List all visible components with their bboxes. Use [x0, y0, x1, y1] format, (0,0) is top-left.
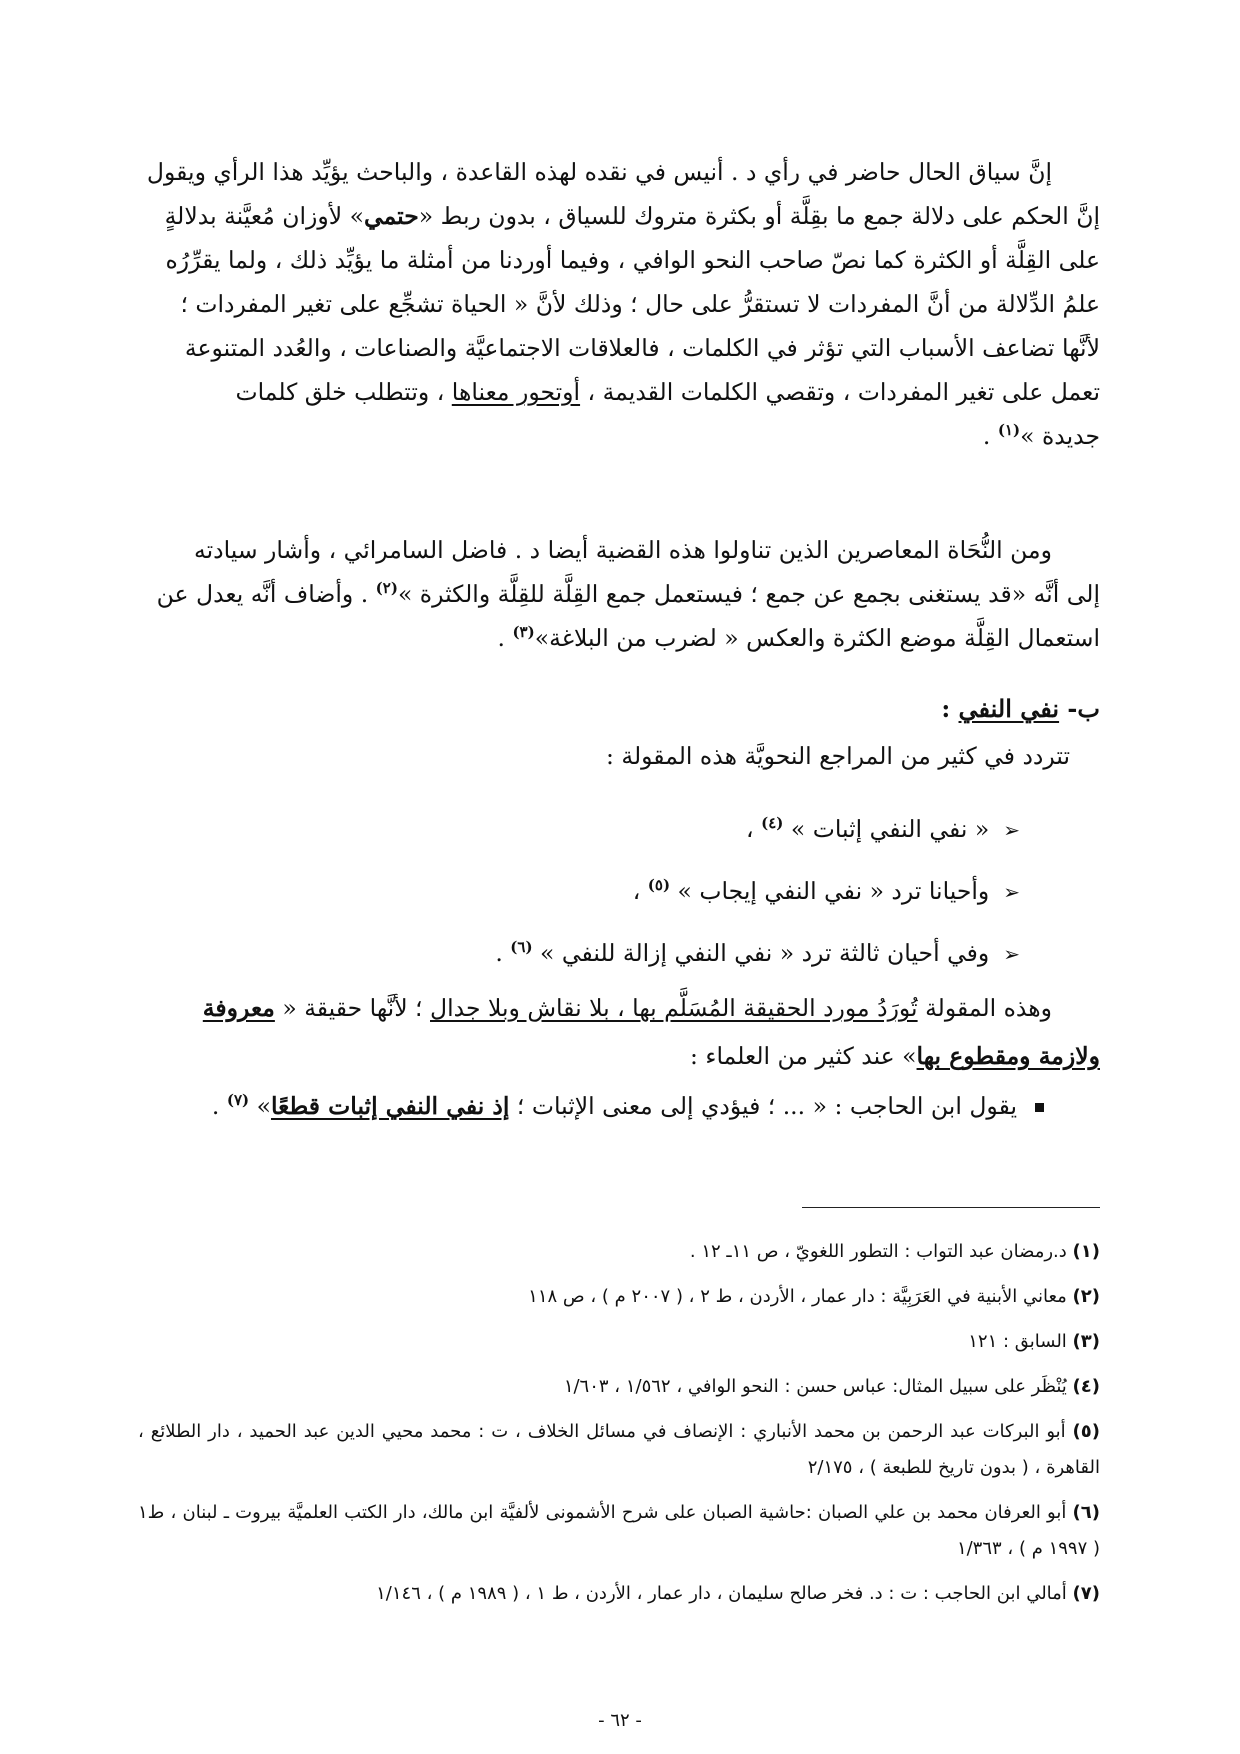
text-run: » لأوزان مُعيَّنة بدلالةٍ [164, 202, 364, 230]
arrow-bullet-icon: ➢ [1003, 942, 1020, 966]
footnote-text: يُنْظَر على سبيل المثال: عباس حسن : النحو الوافي ، ١/٥٦٢ ، ١/٦٠٣ [563, 1376, 1073, 1397]
paragraph-maxim-status [138, 984, 1100, 1080]
quote-ibn-al-hajib [212, 1092, 1044, 1120]
paragraph-context-of-situation [138, 150, 1100, 458]
bold-underlined-phrase: معروفة ولازمة ومقطوع بها [202, 994, 1100, 1070]
arrow-list [495, 798, 1020, 984]
list-item [495, 922, 1020, 984]
text-run: . [497, 624, 513, 652]
footnote-ref-5[interactable]: (٥) [647, 876, 671, 895]
list-item-text: وأحيانا ترد « نفي النفي إيجاب » [677, 877, 990, 905]
footnote [138, 1576, 1100, 1612]
list-item-tail: ، [746, 815, 754, 843]
emphasis-hatmi: حتمي [364, 202, 419, 230]
list-item-tail: . [495, 939, 503, 967]
list-item [495, 798, 1020, 860]
text-run: » عند كثير من العلماء : [690, 1042, 917, 1070]
square-bullet-icon [1035, 1103, 1044, 1112]
paragraph-line [138, 194, 1100, 238]
footnote [138, 1324, 1100, 1360]
text-run: إلى أنَّه «قد يستغنى بجمع عن جمع ؛ فيستعمل جمع القِلَّة للقِلَّة والكثرة » [397, 580, 1100, 608]
intro-line: تتردد في كثير من المراجع النحويَّة هذه المقولة : [606, 742, 1070, 770]
paragraph-line: علمُ الدِّلالة من أنَّ المفردات لا تستقرُّ على حال ؛ وذلك لأنَّ « الحياة تشجِّع على تغير المفردات ؛ [180, 290, 1100, 318]
text-run: جديدة » [1020, 422, 1100, 450]
paragraph-line [138, 616, 1100, 660]
footnote-text: معاني الأبنية في العَرَبِيَّة : دار عمار ، الأردن ، ط ٢ ، ( ٢٠٠٧ م ) ، ص ١١٨ [528, 1286, 1073, 1307]
footnote-separator [802, 1207, 1100, 1208]
heading-title: نفي النفي [958, 694, 1060, 723]
footnote-text: أمالي ابن الحاجب : ت : د. فخر صالح سليمان ، دار عمار ، الأردن ، ط ١ ، ( ١٩٨٩ م ) ، ١/١٤٦ [376, 1583, 1073, 1604]
text-run: إنَّ الحكم على دلالة جمع ما بقِلَّة أو بكثرة متروك للسياق ، بدون ربط « [418, 202, 1100, 230]
arrow-bullet-icon: ➢ [1003, 818, 1020, 842]
paragraph-line [138, 572, 1100, 616]
footnote-ref-3[interactable]: (٣) [512, 623, 535, 642]
footnote [138, 1279, 1100, 1315]
text-run: وهذه المقولة [917, 994, 1052, 1022]
list-item-tail: ، [632, 877, 641, 905]
footnote [138, 1234, 1100, 1270]
footnote-number: (٢) [1072, 1286, 1100, 1307]
footnote-number: (٦) [1072, 1502, 1100, 1523]
footnote-number: (٧) [1072, 1583, 1100, 1604]
footnote-number: (١) [1072, 1241, 1100, 1262]
text-run: . [211, 1092, 227, 1120]
footnote-ref-6[interactable]: (٦) [510, 938, 533, 957]
footnote-text: د.رمضان عبد التواب : التطور اللغويّ ، ص ١١ـ ١٢ . [689, 1241, 1073, 1262]
footnotes [138, 1234, 1100, 1621]
text-run: يقول ابن الحاجب : « ... ؛ فيؤدي إلى معنى الإثبات ؛ [509, 1092, 1017, 1120]
list-item-text: وفي أحيان ثالثة ترد « نفي النفي إزالة للنفي » [540, 939, 990, 967]
text-run: . وأضاف أنَّه يعدل عن [156, 580, 376, 608]
text-run: ، وتتطلب خلق كلمات [235, 378, 452, 406]
bold-underlined-phrase: إذ نفي النفي إثبات قطعًا [270, 1092, 510, 1120]
footnote [138, 1495, 1100, 1567]
list-item [495, 860, 1020, 922]
footnote-number: (٤) [1072, 1376, 1100, 1397]
underlined-phrase: أوتحور معناها [451, 378, 581, 406]
underlined-phrase: تُورَدُ مورد الحقيقة المُسَلَّم بها ، بلا نقاش وبلا جدال [430, 994, 918, 1022]
arrow-bullet-icon: ➢ [1003, 880, 1020, 904]
text-run: تعمل على تغير المفردات ، وتقصي الكلمات القديمة ، [580, 378, 1100, 406]
footnote-number: (٣) [1072, 1331, 1100, 1352]
paragraph-line: إنَّ سياق الحال حاضر في رأي د . أنيس في نقده لهذه القاعدة ، والباحث يؤيِّد هذا الرأي ويقول [146, 158, 1052, 186]
paragraph-line: ومن النُّحَاة المعاصرين الذين تناولوا هذه القضية أيضا د . فاضل السامرائي ، وأشار سيادته [194, 536, 1052, 564]
footnote-ref-2[interactable]: (٢) [375, 579, 398, 598]
text-run: ؛ لأنَّها حقيقة « [274, 994, 431, 1022]
footnote-text: أبو البركات عبد الرحمن بن محمد الأنباري : الإنصاف في مسائل الخلاف ، ت : محمد محيي الدين عبد الحميد ، دار الطلائع ، القاهرة ، ( بدون تاريخ للطبعة ) ، ٢/١٧٥ [138, 1421, 1100, 1478]
text-run: استعمال القِلَّة موضع الكثرة والعكس « لضرب من البلاغة» [534, 624, 1100, 652]
footnote-text: السابق : ١٢١ [968, 1331, 1073, 1352]
paragraph-line: لأنَّها تضاعف الأسباب التي تؤثر في الكلمات ، فالعلاقات الاجتماعيَّة والصناعات ، والعُدد المتنوعة [184, 334, 1100, 362]
footnote-ref-4[interactable]: (٤) [761, 814, 784, 833]
paragraph-line: على القِلَّة أو الكثرة كما نصّ صاحب النحو الوافي ، وفيما أوردنا من أمثلة ما يؤيِّد ذلك ، ولما يقرِّرُه [165, 246, 1100, 274]
footnote [138, 1414, 1100, 1486]
footnote-number: (٥) [1072, 1421, 1100, 1442]
footnote-ref-1[interactable]: (١) [997, 421, 1021, 440]
text-run: . [982, 422, 991, 450]
page-number: - ٦٢ - [598, 1710, 642, 1731]
footnote-ref-7[interactable]: (٧) [226, 1091, 250, 1110]
heading-suffix: : [941, 694, 959, 723]
footnote [138, 1369, 1100, 1405]
list-item-text: « نفي النفي إثبات » [790, 815, 990, 843]
text-run: » [256, 1092, 271, 1120]
footnote-text: أبو العرفان محمد بن علي الصبان :حاشية الصبان على شرح الأشمونى لألفيَّة ابن مالك، دار الكتب العلميَّة بيروت ـ لبنان ، ط١ ( ١٩٩٧ م ) ، ١/٣٦٣ [138, 1502, 1100, 1559]
section-heading [941, 694, 1100, 723]
paragraph-line [138, 370, 1100, 414]
paragraph-samarrai [138, 528, 1100, 660]
heading-prefix: ب- [1059, 694, 1100, 723]
paragraph-line [138, 414, 1100, 458]
